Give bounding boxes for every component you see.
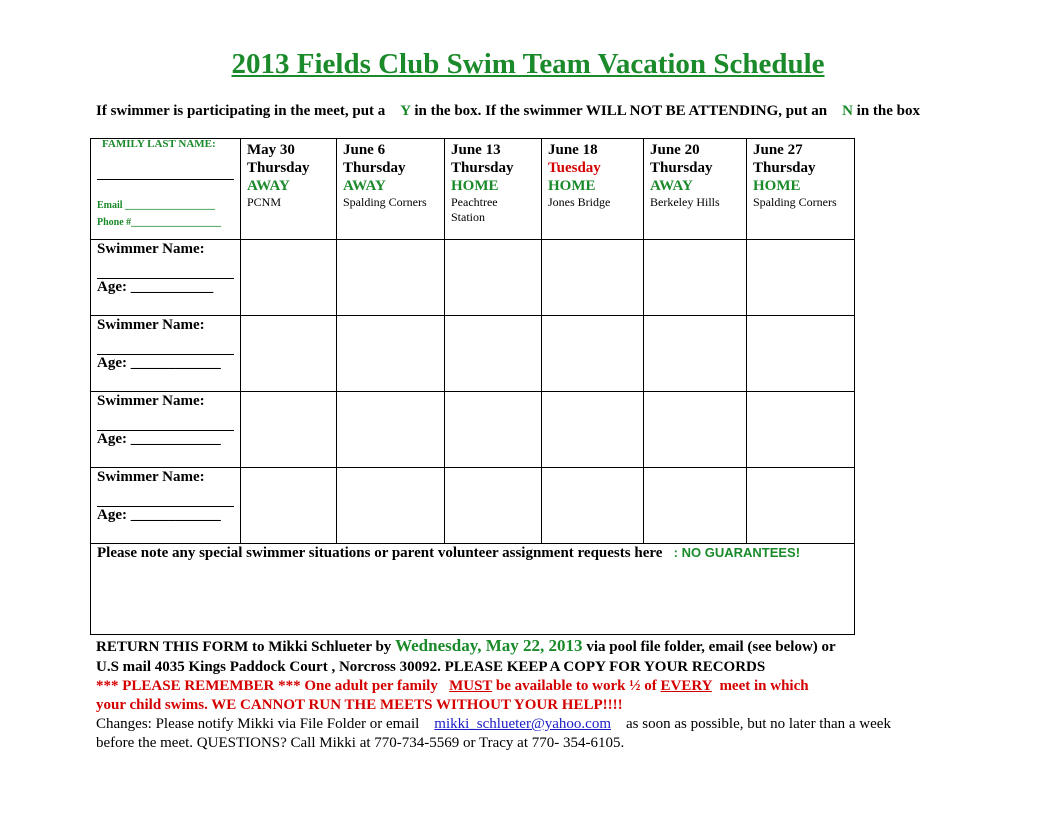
meet-day: Thursday — [343, 160, 406, 176]
attendance-cell[interactable] — [241, 316, 337, 392]
attendance-cell[interactable] — [747, 316, 855, 392]
changes-deadline-text: as soon as possible, but no later than a week — [626, 716, 891, 732]
help-line: your child swims. WE CANNOT RUN THE MEETS WITHOUT YOUR HELP!!!! — [96, 697, 623, 713]
swimmer-name-label: Swimmer Name: — [97, 469, 205, 485]
family-info-cell[interactable] — [91, 139, 241, 240]
instructions-part3: in the box — [856, 103, 921, 119]
meet-type: AWAY — [247, 178, 290, 194]
questions-line: before the meet. QUESTIONS? Call Mikki at 770-734-5569 or Tracy at 770- 354-6105. — [96, 735, 625, 751]
deadline-date: Wednesday, May 22, 2013 — [395, 636, 583, 655]
attendance-cell[interactable] — [445, 240, 542, 316]
attendance-cell[interactable] — [445, 468, 542, 544]
swimmer-info-cell[interactable] — [91, 392, 241, 468]
meet-header — [337, 139, 445, 240]
email-link[interactable]: mikki_schlueter@yahoo.com — [434, 716, 611, 732]
meet-type: HOME — [451, 178, 499, 194]
meet-date: June 18 — [548, 142, 598, 158]
no-guarantees-label: : NO GUARANTEES! — [673, 545, 801, 560]
family-email-field[interactable]: Email __________________ — [97, 200, 216, 211]
every-text: EVERY — [660, 678, 712, 694]
attendance-cell[interactable] — [542, 316, 644, 392]
meet-place: PCNM — [247, 195, 282, 209]
swimmer-info-cell[interactable] — [91, 316, 241, 392]
swimmer-age-field[interactable]: Age: ____________ — [97, 507, 221, 523]
swimmer-info-cell[interactable] — [91, 240, 241, 316]
swimmer-info-cell[interactable] — [91, 468, 241, 544]
swimmer-name-label: Swimmer Name: — [97, 317, 205, 333]
instructions — [96, 103, 920, 120]
return-text: RETURN THIS FORM to Mikki Schlueter by — [96, 639, 392, 655]
meet-place: Spalding Corners — [343, 195, 427, 209]
meet-date: June 13 — [451, 142, 501, 158]
notes-row — [91, 544, 855, 635]
meet-date: May 30 — [247, 142, 295, 158]
attendance-cell[interactable] — [542, 468, 644, 544]
changes-text: Changes: Please notify Mikki via File Folder or email — [96, 716, 420, 732]
attendance-cell[interactable] — [644, 468, 747, 544]
notes-text: Please note any special swimmer situations or parent volunteer assignment requests here — [97, 545, 663, 561]
schedule-table — [90, 138, 855, 635]
attendance-cell[interactable] — [747, 468, 855, 544]
meet-date: June 20 — [650, 142, 700, 158]
instructions-part1: If swimmer is participating in the meet, put a — [96, 103, 386, 119]
meet-date: June 6 — [343, 142, 386, 158]
meet-day: Thursday — [650, 160, 713, 176]
swimmer-row — [91, 240, 855, 316]
meet-header — [445, 139, 542, 240]
meet-day: Thursday — [451, 160, 514, 176]
attendance-cell[interactable] — [337, 468, 445, 544]
attendance-cell[interactable] — [337, 240, 445, 316]
attendance-cell[interactable] — [747, 240, 855, 316]
meet-type: AWAY — [650, 178, 693, 194]
meet-place: Jones Bridge — [548, 195, 611, 209]
header-row — [91, 139, 855, 240]
meet-date: June 27 — [753, 142, 803, 158]
meet-day: Thursday — [753, 160, 816, 176]
attendance-cell[interactable] — [337, 316, 445, 392]
swimmer-name-label: Swimmer Name: — [97, 241, 205, 257]
must-text: MUST — [449, 678, 493, 694]
meet-type: HOME — [548, 178, 596, 194]
swimmer-age-field[interactable]: Age: ___________ — [97, 279, 214, 295]
notes-cell[interactable] — [91, 544, 855, 635]
instructions-part2: in the box. If the swimmer WILL NOT BE ATTENDING, put an — [414, 103, 828, 119]
attendance-cell[interactable] — [644, 392, 747, 468]
return-form-line — [96, 636, 996, 657]
footer-instructions — [96, 636, 996, 753]
family-phone-field[interactable]: Phone #__________________ — [97, 217, 222, 228]
attendance-cell[interactable] — [241, 468, 337, 544]
attendance-cell[interactable] — [644, 316, 747, 392]
return-method-text: via pool file folder, email (see below) or — [586, 639, 836, 655]
instructions-y: Y — [400, 103, 411, 119]
swimmer-row — [91, 316, 855, 392]
page-title: 2013 Fields Club Swim Team Vacation Schedule — [231, 48, 825, 80]
swimmer-name-label: Swimmer Name: — [97, 393, 205, 409]
meet-header — [542, 139, 644, 240]
meet-day: Thursday — [247, 160, 310, 176]
remember-line — [96, 677, 996, 696]
meet-type: HOME — [753, 178, 801, 194]
attendance-cell[interactable] — [747, 392, 855, 468]
family-name-line — [97, 179, 234, 180]
meet-day: Tuesday — [548, 160, 601, 176]
work-text: be available to work ½ of — [495, 678, 657, 694]
attendance-cell[interactable] — [241, 240, 337, 316]
remember-text: *** PLEASE REMEMBER *** One adult per family — [96, 678, 438, 694]
family-last-name-label: FAMILY LAST NAME: — [102, 138, 216, 150]
attendance-cell[interactable] — [337, 392, 445, 468]
changes-line — [96, 715, 996, 734]
attendance-cell[interactable] — [241, 392, 337, 468]
meet-text: meet in which — [719, 678, 809, 694]
meet-header — [241, 139, 337, 240]
attendance-cell[interactable] — [542, 392, 644, 468]
swimmer-age-field[interactable]: Age: ____________ — [97, 431, 221, 447]
mail-address-line: U.S mail 4035 Kings Paddock Court , Norcross 30092. PLEASE KEEP A COPY FOR YOUR RECORDS — [96, 659, 766, 675]
attendance-cell[interactable] — [542, 240, 644, 316]
notes-label — [97, 545, 800, 562]
meet-header — [644, 139, 747, 240]
attendance-cell[interactable] — [445, 392, 542, 468]
swimmer-age-field[interactable]: Age: ____________ — [97, 355, 221, 371]
attendance-cell[interactable] — [644, 240, 747, 316]
swimmer-row — [91, 392, 855, 468]
swimmer-row — [91, 468, 855, 544]
meet-type: AWAY — [343, 178, 386, 194]
meet-place: Spalding Corners — [753, 195, 837, 209]
instructions-n: N — [842, 103, 853, 119]
meet-header — [747, 139, 855, 240]
attendance-cell[interactable] — [445, 316, 542, 392]
meet-place: Peachtree Station — [451, 195, 498, 224]
meet-place: Berkeley Hills — [650, 195, 720, 209]
